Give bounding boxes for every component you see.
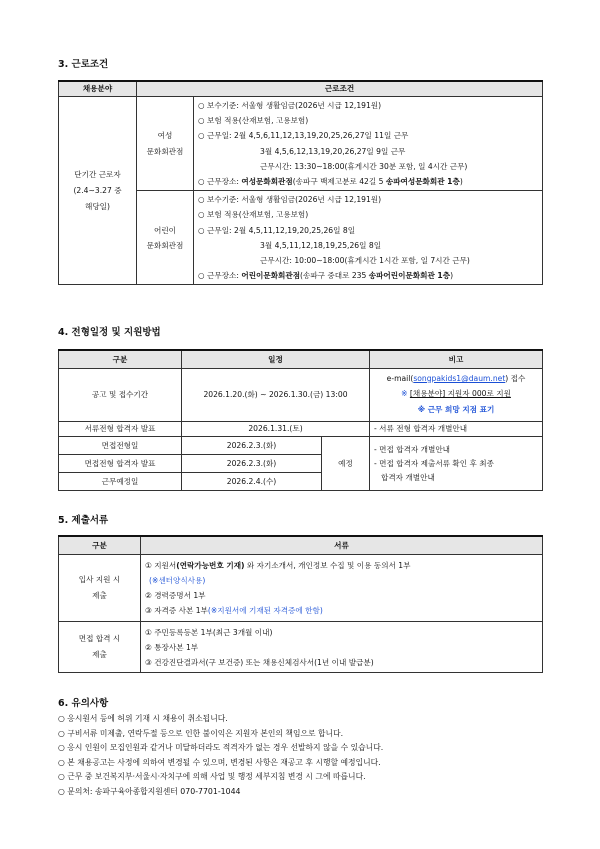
email-link[interactable]: songpakids1@daum.net <box>413 374 506 383</box>
job-name-cell: 단기간 근로자 (2.4~3.27 중 해당일) <box>59 97 137 285</box>
table-row: 서류전형 합격자 발표 2026.1.31.(토) - 서류 전형 합격자 개별안내 <box>59 422 543 437</box>
planned-cell: 예정 <box>322 437 370 491</box>
header-field: 채용분야 <box>59 81 137 97</box>
list-item: ○ 응시원서 등에 허위 기재 시 채용이 취소됩니다. <box>58 714 228 723</box>
header-division: 구분 <box>59 536 141 555</box>
table-row: 공고 및 접수기간 2026.1.20.(화) ~ 2026.1.30.(금) 13:00 e-mail(songpakids1@daum.net) 접수 ※ [채용분야] 지원자 000로 지원 ※ 근무 희망 지점 표기 <box>59 369 543 422</box>
table-row <box>59 97 543 191</box>
notice-list <box>58 712 542 800</box>
application-note-cell: e-mail(songpakids1@daum.net) 접수 ※ [채용분야] 지원자 000로 지원 ※ 근무 희망 지점 표기 <box>370 369 543 422</box>
list-item: ○ 근무 중 보건복지부·서울시·자치구에 의해 사업 및 행정 세부지침 변경 시 그에 따릅니다. <box>58 772 366 782</box>
header-documents: 서류 <box>141 536 543 555</box>
header-division: 구분 <box>59 350 182 369</box>
table-header-row <box>59 350 543 369</box>
work-conditions-table <box>58 80 543 285</box>
branch-conditions-cell: ○ 보수기준: 서울형 생활임금(2026년 시급 12,191원) ○ 보험 적용(산재보험, 고용보험) ○ 근무일: 2월 4,5,11,12,19,20,25,26일 8일 3월 4,5,11,12,18,19,25,26일 8일 근무시간: 10:00~18:00(휴게시간 1시간 포함, 일 7시간 근무) ○ 근무장소: 어린이문화회관점(송파구 중대로 235 송파어린이문화회관 1층) <box>194 191 543 285</box>
branch-name-cell: 여성 문화회관점 <box>137 97 194 191</box>
list-item: ○ 응시 인원이 모집인원과 같거나 미달하더라도 적격자가 없는 경우 선발하지 않을 수 있습니다. <box>58 743 384 753</box>
table-header-row <box>59 536 543 555</box>
table-header-row <box>59 81 543 97</box>
schedule-table-body <box>58 349 543 491</box>
work-place-line: ○ 근무장소: 어린이문화회관점(송파구 중대로 235 송파어린이문화회관 1층) <box>198 271 454 281</box>
list-item: ○ 본 채용공고는 사정에 의하여 변경될 수 있으며, 변경된 사항은 재공고 후 시행할 예정입니다. <box>58 757 381 767</box>
notes-cell: - 면접 합격자 개별안내 - 면접 합격자 제출서류 확인 후 최종 합격자 개별안내 <box>370 437 543 491</box>
list-item: ○ 문의처: 송파구육아종합지원센터 070-7701-1044 <box>58 786 241 796</box>
header-schedule: 일정 <box>182 350 370 369</box>
table-row: 면접 합격 시 제출 ① 주민등록등본 1부(최근 3개월 이내) ② 통장사본 1부 ③ 건강진단결과서(구 보건증) 또는 채용신체검사서(1년 이내 발급분) <box>59 622 543 673</box>
branch-conditions-cell: ○ 보수기준: 서울형 생활임금(2026년 시급 12,191원) ○ 보험 적용(산재보험, 고용보험) ○ 근무일: 2월 4,5,6,11,12,13,19,20,25,26,27일 11일 근무 3월 4,5,6,12,13,19,20,26,27일 9일 근무 근무시간: 13:30~18:00(휴게시간 30분 포함, 일 4시간 근무) ○ 근무장소: 여성문화회관점(송파구 백제고분로 42길 5 송파여성문화회관 1층) <box>194 97 543 191</box>
branch-name-cell: 어린이 문화회관점 <box>137 191 194 285</box>
table-row: 입사 지원 시 제출 ① 지원서(연락가능번호 기재) 와 자기소개서, 개인정보 수집 및 이용 동의서 1부 (※센터양식사용) ② 경력증명서 1부 ③ 자격증 사본 1부(※지원서에 기재된 자격증에 한함) <box>59 555 543 622</box>
section-5-title: 5. 제출서류 <box>58 515 109 526</box>
table-row: 면접전형 합격자 발표 2026.2.3.(화) <box>59 455 543 473</box>
section-6-title: 6. 유의사항 <box>58 698 109 709</box>
header-conditions: 근로조건 <box>137 81 543 97</box>
section-4-title: 4. 전형일정 및 지원방법 <box>58 327 161 338</box>
table-row: 면접전형일 2026.2.3.(화) 예정 - 면접 합격자 개별안내 - 면접 합격자 제출서류 확인 후 최종 합격자 개별안내 <box>59 437 543 455</box>
section-3-title: 3. 근로조건 <box>58 59 109 70</box>
work-place-line: ○ 근무장소: 여성문화회관점(송파구 백제고분로 42길 5 송파여성문화회관 1층) <box>198 176 463 186</box>
header-note: 비고 <box>370 350 543 369</box>
table-row: 근무예정일 2026.2.4.(수) <box>59 473 543 491</box>
documents-table <box>58 535 543 673</box>
list-item: ○ 구비서류 미제출, 연락두절 등으로 인한 불이익은 지원자 본인의 책임으로 합니다. <box>58 728 344 738</box>
